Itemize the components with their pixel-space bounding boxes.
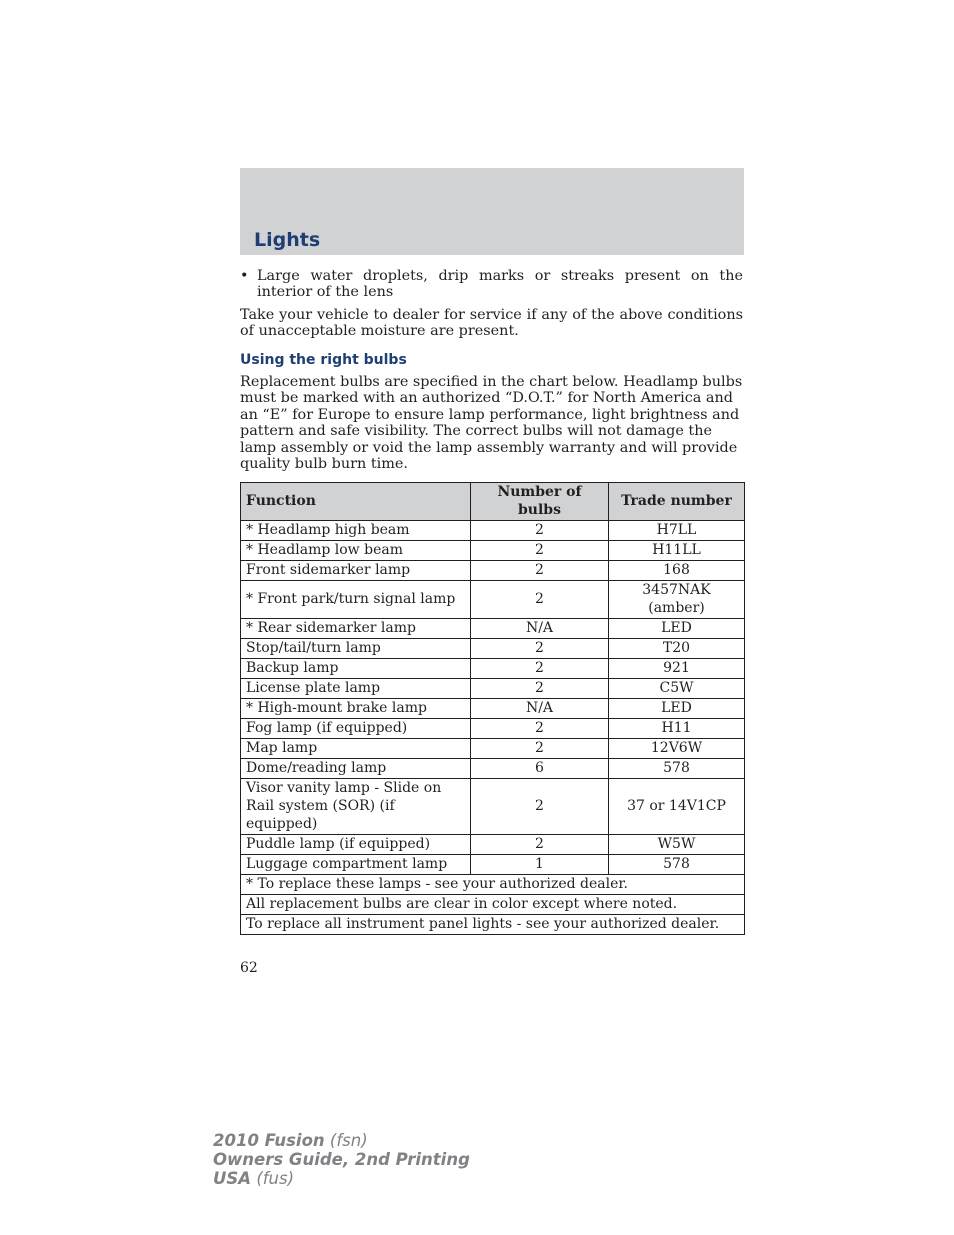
cell-function: Stop/tail/turn lamp — [241, 638, 471, 658]
cell-function: Fog lamp (if equipped) — [241, 718, 471, 738]
cell-function: * Front park/turn signal lamp — [241, 580, 471, 618]
table-row — [241, 718, 745, 738]
cell-function: Puddle lamp (if equipped) — [241, 834, 471, 854]
column-header-count: Number of bulbs — [471, 483, 609, 521]
cell-function: * High-mount brake lamp — [241, 698, 471, 718]
table-note-row — [241, 894, 745, 914]
footer-market-code: (fus) — [256, 1169, 295, 1188]
cell-count: 2 — [471, 638, 609, 658]
section-header-band — [240, 168, 744, 255]
cell-trade: 921 — [609, 658, 745, 678]
table-note-row — [241, 914, 745, 934]
footer-guide: Owners Guide, 2nd Printing — [213, 1150, 470, 1169]
table-row — [241, 854, 745, 874]
table-note-row — [241, 874, 745, 894]
footer-model-code: (fsn) — [329, 1131, 368, 1150]
table-row — [241, 520, 745, 540]
cell-trade: 12V6W — [609, 738, 745, 758]
cell-function: Map lamp — [241, 738, 471, 758]
footer-model: 2010 Fusion — [213, 1131, 325, 1150]
body-content — [240, 268, 743, 472]
table-row — [241, 658, 745, 678]
cell-function: Visor vanity lamp - Slide on Rail system (SOR) (if equipped) — [241, 778, 471, 834]
cell-trade: H11LL — [609, 540, 745, 560]
table-row — [241, 580, 745, 618]
bulb-spec-table — [240, 482, 745, 935]
cell-function: Front sidemarker lamp — [241, 560, 471, 580]
page-number: 62 — [240, 960, 258, 976]
cell-trade: C5W — [609, 678, 745, 698]
cell-count: 6 — [471, 758, 609, 778]
cell-count: 2 — [471, 778, 609, 834]
document-footer — [213, 1131, 470, 1188]
table-note: To replace all instrument panel lights - see your authorized dealer. — [241, 914, 745, 934]
table-row — [241, 698, 745, 718]
table-row — [241, 540, 745, 560]
cell-trade: 578 — [609, 758, 745, 778]
table-row — [241, 778, 745, 834]
subheading-right-bulbs: Using the right bulbs — [240, 351, 407, 368]
table-row — [241, 834, 745, 854]
cell-trade: 168 — [609, 560, 745, 580]
cell-trade: LED — [609, 698, 745, 718]
column-header-function: Function — [241, 483, 471, 521]
cell-count: 2 — [471, 540, 609, 560]
cell-count: N/A — [471, 618, 609, 638]
bullet-icon: • — [240, 268, 249, 284]
cell-function: Luggage compartment lamp — [241, 854, 471, 874]
cell-trade: 578 — [609, 854, 745, 874]
cell-trade: H7LL — [609, 520, 745, 540]
footer-line-guide — [213, 1150, 470, 1169]
cell-function: * Rear sidemarker lamp — [241, 618, 471, 638]
cell-count: 2 — [471, 658, 609, 678]
cell-function: * Headlamp high beam — [241, 520, 471, 540]
column-header-trade: Trade number — [609, 483, 745, 521]
cell-trade: W5W — [609, 834, 745, 854]
table-row — [241, 638, 745, 658]
cell-count: N/A — [471, 698, 609, 718]
bullet-list-item — [240, 268, 743, 301]
table-note: All replacement bulbs are clear in color except where noted. — [241, 894, 745, 914]
cell-count: 2 — [471, 520, 609, 540]
cell-trade: LED — [609, 618, 745, 638]
table-row — [241, 758, 745, 778]
cell-trade: 3457NAK (amber) — [609, 580, 745, 618]
cell-trade: T20 — [609, 638, 745, 658]
cell-function: License plate lamp — [241, 678, 471, 698]
footer-market: USA — [213, 1169, 252, 1188]
table-row — [241, 738, 745, 758]
cell-function: Dome/reading lamp — [241, 758, 471, 778]
cell-count: 2 — [471, 560, 609, 580]
cell-trade: 37 or 14V1CP — [609, 778, 745, 834]
table-header-row — [241, 483, 745, 521]
cell-trade: H11 — [609, 718, 745, 738]
cell-function: * Headlamp low beam — [241, 540, 471, 560]
cell-count: 2 — [471, 738, 609, 758]
bullet-text: Large water droplets, drip marks or streaks present on the interior of the lens — [257, 268, 743, 301]
cell-count: 2 — [471, 718, 609, 738]
table-note: * To replace these lamps - see your authorized dealer. — [241, 874, 745, 894]
cell-function: Backup lamp — [241, 658, 471, 678]
footer-line-market — [213, 1169, 470, 1188]
moisture-paragraph: Take your vehicle to dealer for service if any of the above conditions of unacceptable moisture are present. — [240, 306, 743, 340]
cell-count: 1 — [471, 854, 609, 874]
table-row — [241, 560, 745, 580]
cell-count: 2 — [471, 580, 609, 618]
footer-line-model — [213, 1131, 470, 1150]
bulbs-paragraph: Replacement bulbs are specified in the chart below. Headlamp bulbs must be marked with an authorized “D.O.T.” for North America and an “E” for Europe to ensure lamp performance, light brightness and pattern and safe visibility. The correct bulbs will not damage the lamp assembly or void the lamp assembly warranty and will provide quality bulb burn time. — [240, 374, 743, 473]
cell-count: 2 — [471, 678, 609, 698]
table-row — [241, 618, 745, 638]
table-row — [241, 678, 745, 698]
cell-count: 2 — [471, 834, 609, 854]
section-title: Lights — [254, 229, 321, 251]
